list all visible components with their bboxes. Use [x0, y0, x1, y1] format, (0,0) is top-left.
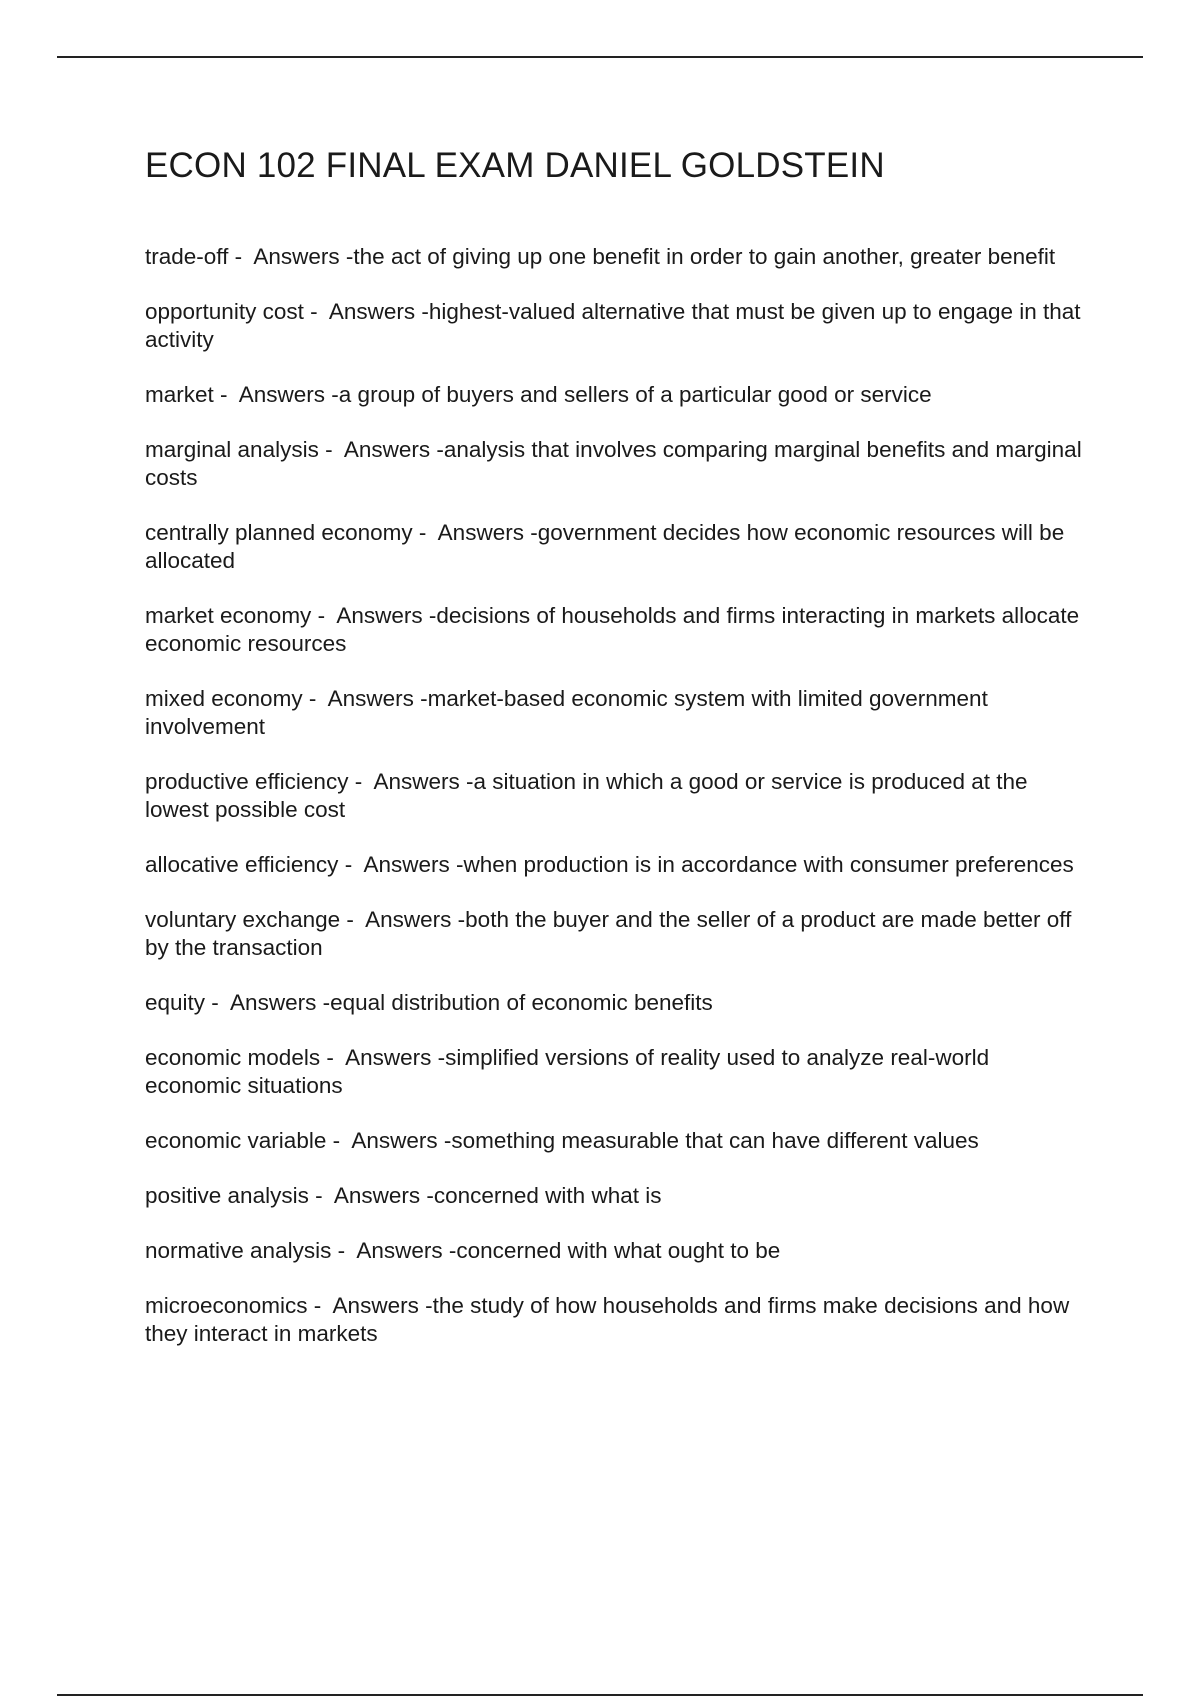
flashcard-entry: opportunity cost - Answers -highest-valued alternative that must be given up to engage in that activity [145, 299, 1081, 352]
bottom-divider [57, 1694, 1143, 1696]
flashcard-list [145, 243, 1090, 1375]
entry-definition: market-based economic system with limited government involvement [145, 686, 988, 739]
flashcard-entry: voluntary exchange - Answers -both the buyer and the seller of a product are made better off by the transaction [145, 907, 1072, 960]
entry-definition: decisions of households and firms interacting in markets allocate economic resources [145, 603, 1080, 656]
entry-term: equity [145, 990, 206, 1015]
entry-definition: something measurable that can have different values [451, 1128, 979, 1153]
top-divider [57, 56, 1143, 58]
entry-term: productive efficiency [145, 769, 349, 794]
flashcard-entry: marginal analysis - Answers -analysis that involves comparing marginal benefits and marginal costs [145, 437, 1082, 490]
flashcard-entry: positive analysis - Answers -concerned with what is [145, 1183, 662, 1208]
entry-definition: the study of how households and firms make decisions and how they interact in markets [145, 1293, 1070, 1346]
entry-term: market economy [145, 603, 312, 628]
entry-definition: highest-valued alternative that must be given up to engage in that activity [145, 299, 1081, 352]
flashcard-entry: equity - Answers -equal distribution of economic benefits [145, 990, 713, 1015]
flashcard-entry: economic models - Answers -simplified versions of reality used to analyze real-world economic situations [145, 1045, 990, 1098]
flashcard-entry: centrally planned economy - Answers -government decides how economic resources will be allocated [145, 520, 1065, 573]
flashcard-entry: normative analysis - Answers -concerned with what ought to be [145, 1238, 781, 1263]
entry-definition: simplified versions of reality used to analyze real-world economic situations [145, 1045, 990, 1098]
entry-definition: both the buyer and the seller of a product are made better off by the transaction [145, 907, 1072, 960]
flashcard-entry: trade-off - Answers -the act of giving up one benefit in order to gain another, greater benefit [145, 244, 1056, 269]
entry-term: normative analysis [145, 1238, 332, 1263]
entry-term: economic models [145, 1045, 321, 1070]
entry-term: trade-off [145, 244, 229, 269]
entry-term: opportunity cost [145, 299, 304, 324]
flashcard-entry: productive efficiency - Answers -a situation in which a good or service is produced at the lowest possible cost [145, 769, 1028, 822]
flashcard-entry: market - Answers -a group of buyers and sellers of a particular good or service [145, 382, 932, 407]
entry-definition: a group of buyers and sellers of a particular good or service [338, 382, 932, 407]
flashcard-entry: economic variable - Answers -something measurable that can have different values [145, 1128, 979, 1153]
entry-term: allocative efficiency [145, 852, 339, 877]
entry-definition: analysis that involves comparing marginal benefits and marginal costs [145, 437, 1082, 490]
entry-term: economic variable [145, 1128, 327, 1153]
flashcard-entry: microeconomics - Answers -the study of how households and firms make decisions and how they interact in markets [145, 1293, 1070, 1346]
entry-term: centrally planned economy [145, 520, 413, 545]
entry-definition: concerned with what is [433, 1183, 662, 1208]
entry-term: voluntary exchange [145, 907, 341, 932]
entry-definition: government decides how economic resources will be allocated [145, 520, 1065, 573]
entry-term: mixed economy [145, 686, 303, 711]
entry-term: positive analysis [145, 1183, 309, 1208]
entry-definition: the act of giving up one benefit in order to gain another, greater benefit [353, 244, 1056, 269]
entry-definition: a situation in which a good or service is produced at the lowest possible cost [145, 769, 1028, 822]
flashcard-entry: market economy - Answers -decisions of households and firms interacting in markets allocate economic resources [145, 603, 1080, 656]
entry-definition: equal distribution of economic benefits [330, 990, 713, 1015]
entry-term: market [145, 382, 214, 407]
entry-term: marginal analysis [145, 437, 319, 462]
entry-definition: concerned with what ought to be [456, 1238, 781, 1263]
document-title: ECON 102 FINAL EXAM DANIEL GOLDSTEIN [145, 146, 885, 185]
flashcard-entry: allocative efficiency - Answers -when production is in accordance with consumer preferences [145, 852, 1074, 877]
entry-term: microeconomics [145, 1293, 308, 1318]
flashcard-entry: mixed economy - Answers -market-based economic system with limited government involvement [145, 686, 988, 739]
entry-definition: when production is in accordance with consumer preferences [463, 852, 1074, 877]
